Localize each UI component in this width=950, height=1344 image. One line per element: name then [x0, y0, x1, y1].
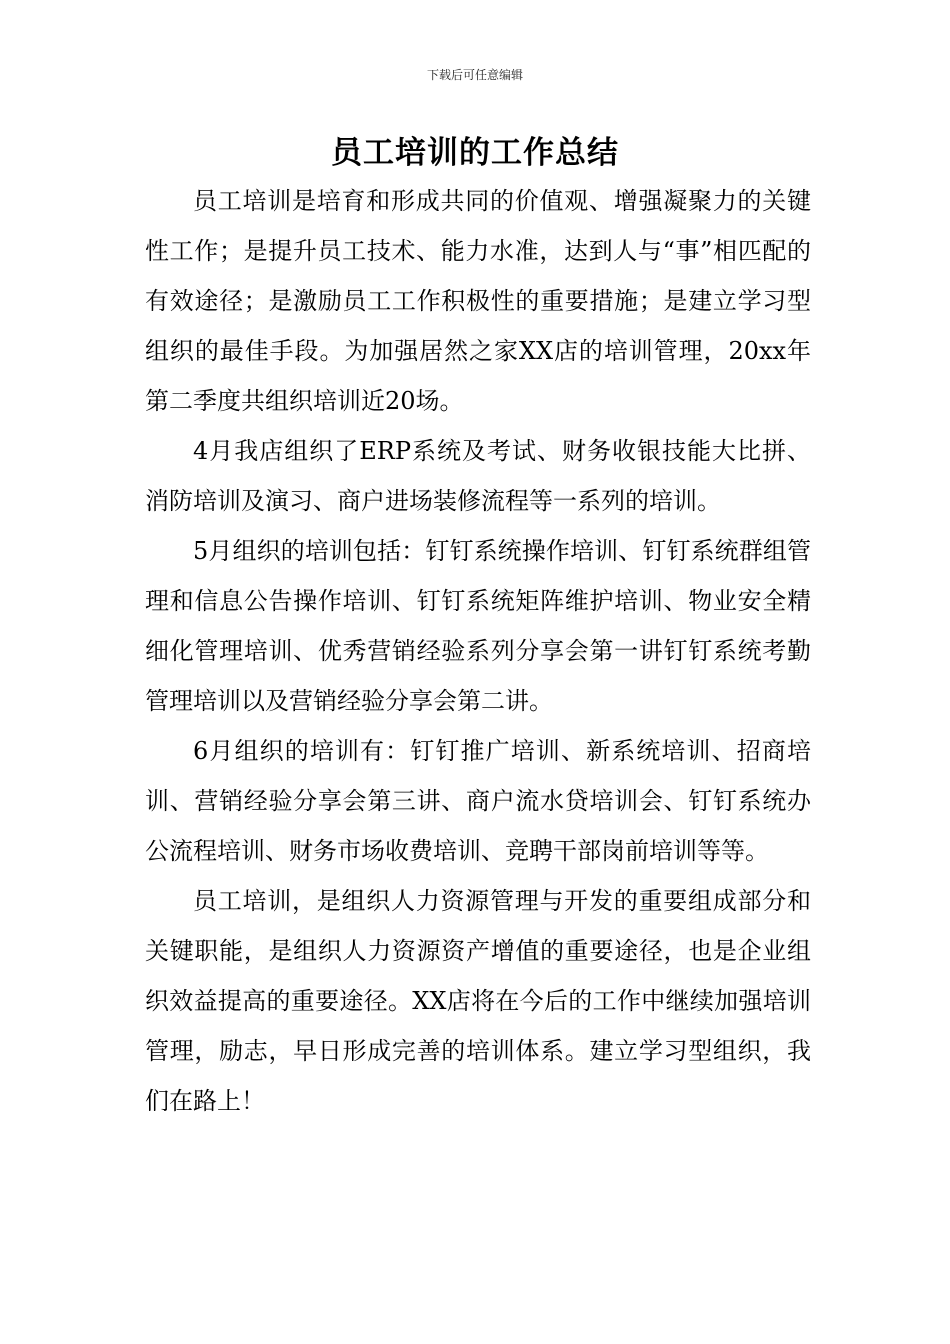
paragraph-may: 5月组织的培训包括：钉钉系统操作培训、钉钉系统群组管理和信息公告操作培训、钉钉系统矩阵维护培训、物业安全精细化管理培训、优秀营销经验系列分享会第一讲钉钉系统考勤管理培训以及营销经验分享会第二讲。: [145, 537, 811, 715]
paragraph-april: 4月我店组织了ERP系统及考试、财务收银技能大比拼、消防培训及演习、商户进场装修流程等一系列的培训。: [145, 437, 811, 515]
document-body: [145, 176, 811, 1126]
paragraph-conclusion: 员工培训，是组织人力资源管理与开发的重要组成部分和关键职能，是组织人力资源资产增值的重要途径，也是企业组织效益提高的重要途径。XX店将在今后的工作中继续加强培训管理，励志，早日形成完善的培训体系。建立学习型组织，我们在路上！: [145, 887, 811, 1115]
paragraph-intro: 员工培训是培育和形成共同的价值观、增强凝聚力的关键性工作；是提升员工技术、能力水准，达到人与“事”相匹配的有效途径；是激励员工工作积极性的重要措施；是建立学习型组织的最佳手段。为加强居然之家XX店的培训管理，20xx年第二季度共组织培训近20场。: [145, 187, 811, 415]
paragraph-june: 6月组织的培训有：钉钉推广培训、新系统培训、招商培训、营销经验分享会第三讲、商户流水贷培训会、钉钉系统办公流程培训、财务市场收费培训、竞聘干部岗前培训等等。: [145, 737, 811, 865]
header-note: 下载后可任意编辑: [426, 68, 523, 82]
document-title: 员工培训的工作总结: [331, 135, 619, 171]
